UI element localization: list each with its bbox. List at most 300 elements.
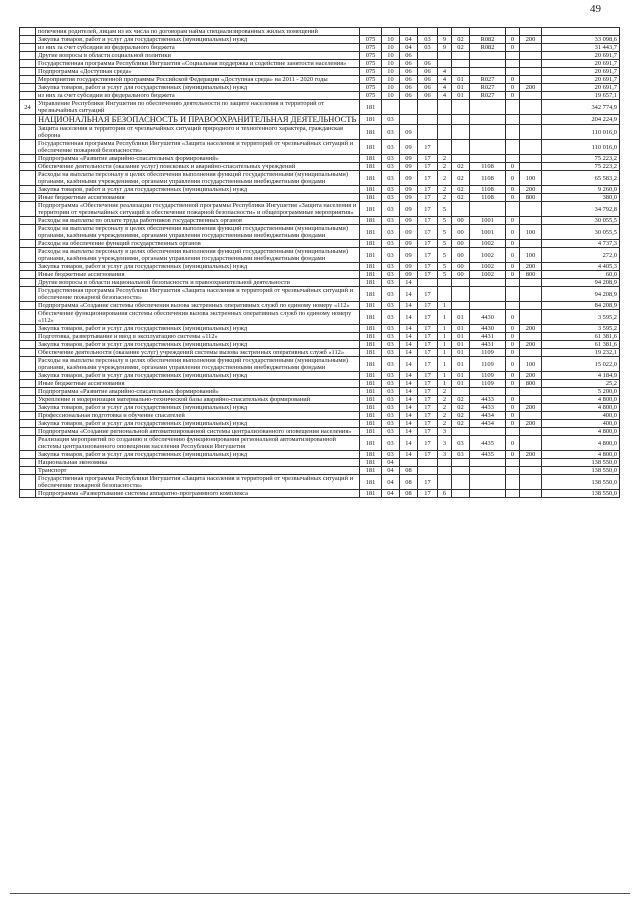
row-amount: 15 022,0 [542,357,620,372]
code-section: 10 [382,68,400,76]
table-row [20,163,620,171]
code-section: 03 [382,186,400,194]
row-amount: 4 800,0 [542,396,620,404]
code-program: 17 [418,225,438,240]
code-suffix: 0 [506,349,520,357]
code-section [382,28,400,36]
code-suffix: 0 [506,186,520,194]
code-expense-type [520,163,542,171]
code-gov: 181 [360,287,382,302]
row-amount: 3 595,2 [542,325,620,333]
code-subprogram: 2 [438,412,452,420]
row-amount: 110 016,0 [542,140,620,155]
code-direction: 4431 [470,341,506,349]
table-row [20,310,620,325]
code-subsection: 04 [400,36,418,44]
row-index [20,279,36,287]
code-subsection: 09 [400,125,418,140]
code-activity [452,475,470,490]
code-program: 17 [418,490,438,498]
code-expense-type: 200 [520,36,542,44]
row-index [20,333,36,341]
code-section: 03 [382,357,400,372]
row-name: попечения родителей, лицам из их числа по договорам найма специализированных жилых помещений [36,28,360,36]
row-name: Государственная программа Республики Ингушетия «Защита населения и территорий от чрезвычайных ситуаций и обеспечение пожарной безопасности» [36,287,360,302]
code-subprogram [438,140,452,155]
row-index [20,44,36,52]
code-gov: 181 [360,240,382,248]
code-suffix [506,279,520,287]
code-activity [452,279,470,287]
row-name: Иные бюджетные ассигнования [36,380,360,388]
code-program: 06 [418,68,438,76]
budget-table [19,27,620,498]
row-index [20,451,36,459]
code-expense-type [520,217,542,225]
table-row [20,171,620,186]
row-amount: 5 200,0 [542,388,620,396]
code-program [418,115,438,125]
code-suffix [506,60,520,68]
code-expense-type [520,396,542,404]
row-index [20,202,36,217]
code-suffix: 0 [506,271,520,279]
code-subprogram: 4 [438,92,452,100]
code-direction [470,100,506,115]
code-expense-type [520,490,542,498]
code-subsection: 09 [400,217,418,225]
code-direction [470,302,506,310]
row-index [20,171,36,186]
row-name: Управление Республики Ингушетия по обеспечению деятельности по защите населения и территорий от чрезвычайных ситуаций [36,100,360,115]
row-name: из них за счет субсидии из федерального бюджета [36,92,360,100]
code-subsection: 14 [400,388,418,396]
row-name: Подпрограмма «Создание системы обеспечения вызова экстренных оперативных служб по единому номеру «112» [36,302,360,310]
code-direction: 1109 [470,380,506,388]
code-gov: 181 [360,451,382,459]
code-section: 03 [382,202,400,217]
code-subsection: 14 [400,372,418,380]
code-subsection: 08 [400,490,418,498]
code-expense-type [520,459,542,467]
code-subsection: 09 [400,271,418,279]
row-index [20,302,36,310]
code-gov: 181 [360,475,382,490]
code-suffix [506,467,520,475]
code-expense-type [520,412,542,420]
code-gov: 181 [360,380,382,388]
row-name: НАЦИОНАЛЬНАЯ БЕЗОПАСНОСТЬ И ПРАВООХРАНИТЕЛЬНАЯ ДЕЯТЕЛЬНОСТЬ [36,115,360,125]
code-program [418,125,438,140]
table-row [20,202,620,217]
code-program [418,28,438,36]
code-direction: 1109 [470,349,506,357]
code-suffix: 0 [506,194,520,202]
row-index [20,76,36,84]
code-subsection: 14 [400,396,418,404]
code-suffix: 0 [506,44,520,52]
code-expense-type [520,436,542,451]
row-amount: 75 223,2 [542,163,620,171]
code-expense-type: 200 [520,404,542,412]
row-index [20,36,36,44]
page-number: 49 [590,3,601,15]
code-activity [452,490,470,498]
code-section: 03 [382,217,400,225]
row-name: Мероприятия государственной программы Российской Федерации «Доступная среда» на 2011 - 2020 годы [36,76,360,84]
table-row [20,459,620,467]
code-gov: 181 [360,155,382,163]
row-amount: 61 381,6 [542,341,620,349]
code-direction [470,475,506,490]
code-subprogram: 1 [438,310,452,325]
code-activity [452,68,470,76]
code-suffix: 0 [506,372,520,380]
code-suffix [506,68,520,76]
code-gov: 181 [360,396,382,404]
code-activity: 01 [452,380,470,388]
code-gov: 075 [360,36,382,44]
code-subprogram: 1 [438,357,452,372]
code-activity: 00 [452,240,470,248]
code-expense-type: 100 [520,171,542,186]
code-expense-type [520,240,542,248]
code-subprogram: 2 [438,404,452,412]
row-name: Иные бюджетные ассигнования [36,271,360,279]
code-gov: 181 [360,302,382,310]
row-index [20,420,36,428]
code-subsection: 09 [400,225,418,240]
table-row [20,248,620,263]
table-row [20,302,620,310]
code-program: 17 [418,140,438,155]
code-subprogram: 1 [438,302,452,310]
code-program: 17 [418,341,438,349]
table-row [20,60,620,68]
code-program: 17 [418,357,438,372]
code-activity: 03 [452,436,470,451]
code-subprogram: 5 [438,217,452,225]
row-amount: 33 098,6 [542,36,620,44]
code-subsection: 14 [400,412,418,420]
code-activity: 02 [452,36,470,44]
row-index [20,271,36,279]
row-amount: 342 774,9 [542,100,620,115]
code-subprogram [438,459,452,467]
row-name: Иные бюджетные ассигнования [36,194,360,202]
code-subsection: 08 [400,475,418,490]
row-name: Подпрограмма «Развитие аварийно-спасательных формирований» [36,388,360,396]
code-direction [470,467,506,475]
row-name: Закупка товаров, работ и услуг для государственных (муниципальных) нужд [36,36,360,44]
code-direction [470,125,506,140]
code-section: 03 [382,302,400,310]
code-subprogram [438,467,452,475]
code-gov: 181 [360,217,382,225]
code-activity: 01 [452,341,470,349]
table-row [20,68,620,76]
row-name: Реализация мероприятий по созданию и обеспечению функционирования региональной автоматизированной системы централизованного оповещения населения Республики Ингушетия [36,436,360,451]
code-direction: 4435 [470,436,506,451]
code-direction: R027 [470,92,506,100]
code-subprogram: 9 [438,44,452,52]
code-direction: 4433 [470,396,506,404]
code-activity [452,100,470,115]
row-name: Другие вопросы в области социальной политики [36,52,360,60]
code-direction: 4433 [470,404,506,412]
code-gov: 181 [360,202,382,217]
code-section: 10 [382,52,400,60]
code-expense-type: 100 [520,225,542,240]
row-name: Закупка товаров, работ и услуг для государственных (муниципальных) нужд [36,325,360,333]
row-index: 24 [20,100,36,115]
code-gov: 181 [360,372,382,380]
code-section: 03 [382,248,400,263]
row-name: из них за счет субсидии из федерального бюджета [36,44,360,52]
code-subsection: 09 [400,194,418,202]
code-subsection: 09 [400,186,418,194]
row-name: Закупка товаров, работ и услуг для государственных (муниципальных) нужд [36,451,360,459]
code-gov: 181 [360,248,382,263]
code-subsection: 14 [400,302,418,310]
row-index [20,240,36,248]
code-section: 03 [382,412,400,420]
row-name: Профессиональная подготовка и обучение спасателей [36,412,360,420]
table-row [20,349,620,357]
code-program [418,52,438,60]
code-activity [452,302,470,310]
code-subprogram [438,52,452,60]
code-gov: 181 [360,349,382,357]
code-suffix [506,302,520,310]
row-amount [542,28,620,36]
table-row [20,76,620,84]
code-direction: 1108 [470,171,506,186]
code-subprogram: 4 [438,68,452,76]
code-subsection: 08 [400,467,418,475]
code-subsection: 09 [400,263,418,271]
row-name: Расходы на выплаты по оплате труда работников государственных органов [36,217,360,225]
code-direction [470,28,506,36]
code-program: 17 [418,155,438,163]
code-expense-type: 200 [520,420,542,428]
row-name: Подпрограмма «Доступная среда» [36,68,360,76]
row-index [20,436,36,451]
code-section: 03 [382,155,400,163]
code-subsection: 09 [400,155,418,163]
row-index [20,186,36,194]
code-subprogram: 3 [438,451,452,459]
row-name: Другие вопросы в области национальной безопасности и правоохранительной деятельности [36,279,360,287]
code-expense-type [520,28,542,36]
row-amount: 400,0 [542,412,620,420]
row-name: Подготовка, развертывание и ввод в эксплуатацию системы «112» [36,333,360,341]
row-amount: 30 055,5 [542,217,620,225]
code-activity: 00 [452,263,470,271]
row-amount: 4 184,9 [542,372,620,380]
table-row [20,467,620,475]
code-expense-type [520,310,542,325]
code-subsection: 09 [400,140,418,155]
code-suffix: 0 [506,420,520,428]
table-row [20,84,620,92]
row-name: Государственная программа Республики Ингушетия «Защита населения и территорий от чрезвычайных ситуаций и обеспечение пожарной безопасности» [36,475,360,490]
code-activity: 02 [452,396,470,404]
code-activity [452,202,470,217]
row-index [20,396,36,404]
row-amount: 31 443,7 [542,44,620,52]
code-direction [470,388,506,396]
code-gov: 181 [360,459,382,467]
code-program: 17 [418,396,438,404]
row-index [20,467,36,475]
code-section: 10 [382,44,400,52]
code-activity: 01 [452,372,470,380]
code-subsection [400,100,418,115]
table-row [20,92,620,100]
table-row [20,52,620,60]
code-direction: 4435 [470,451,506,459]
row-name: Закупка товаров, работ и услуг для государственных (муниципальных) нужд [36,372,360,380]
code-program [418,467,438,475]
code-suffix: 0 [506,84,520,92]
code-activity [452,388,470,396]
code-section: 10 [382,36,400,44]
page-bottom-rule [10,893,630,894]
code-subprogram: 5 [438,240,452,248]
code-subprogram: 1 [438,333,452,341]
table-row [20,100,620,115]
code-expense-type [520,475,542,490]
code-program: 17 [418,325,438,333]
code-subsection: 14 [400,436,418,451]
code-section: 10 [382,84,400,92]
row-amount: 19 657,1 [542,92,620,100]
code-program: 17 [418,436,438,451]
code-section: 03 [382,436,400,451]
code-section: 03 [382,225,400,240]
row-index [20,217,36,225]
code-expense-type [520,125,542,140]
table-row [20,420,620,428]
code-expense-type: 200 [520,372,542,380]
code-expense-type: 800 [520,380,542,388]
code-direction [470,140,506,155]
code-activity [452,459,470,467]
code-program: 17 [418,302,438,310]
row-index [20,68,36,76]
code-subsection: 04 [400,44,418,52]
row-index [20,388,36,396]
code-activity: 02 [452,44,470,52]
code-section: 03 [382,380,400,388]
code-activity [452,52,470,60]
table-row [20,279,620,287]
table-row [20,194,620,202]
code-program: 17 [418,217,438,225]
code-program: 17 [418,451,438,459]
code-suffix [506,490,520,498]
code-program: 17 [418,310,438,325]
row-name: Обеспечение функционирования системы обеспечения вызова экстренных оперативных служб по единому номеру «112» [36,310,360,325]
code-subprogram: 3 [438,428,452,436]
code-subprogram: 4 [438,76,452,84]
code-suffix: 0 [506,163,520,171]
row-amount: 20 691,7 [542,68,620,76]
code-subsection: 06 [400,68,418,76]
code-suffix: 0 [506,412,520,420]
code-direction [470,155,506,163]
code-section: 10 [382,60,400,68]
row-name: Закупка товаров, работ и услуг для государственных (муниципальных) нужд [36,420,360,428]
code-subsection [400,115,418,125]
row-index [20,225,36,240]
code-activity: 02 [452,186,470,194]
code-activity: 00 [452,248,470,263]
row-name: Подпрограмма «Развитие аварийно-спасательных формирований» [36,155,360,163]
code-suffix: 0 [506,36,520,44]
code-activity: 01 [452,92,470,100]
code-section: 03 [382,271,400,279]
code-program: 17 [418,171,438,186]
code-subprogram: 2 [438,163,452,171]
code-section: 04 [382,475,400,490]
code-suffix: 0 [506,451,520,459]
code-activity: 00 [452,271,470,279]
row-index [20,28,36,36]
code-expense-type [520,279,542,287]
code-activity [452,287,470,302]
code-subprogram [438,125,452,140]
code-program: 06 [418,76,438,84]
code-section: 03 [382,451,400,459]
code-expense-type: 800 [520,194,542,202]
code-expense-type [520,302,542,310]
row-index [20,163,36,171]
code-gov: 181 [360,341,382,349]
code-expense-type [520,202,542,217]
code-section [382,100,400,115]
code-gov: 181 [360,100,382,115]
code-suffix [506,155,520,163]
code-direction: 4434 [470,412,506,420]
code-expense-type [520,115,542,125]
row-index [20,140,36,155]
code-expense-type [520,52,542,60]
code-expense-type [520,388,542,396]
code-program: 17 [418,263,438,271]
code-gov: 181 [360,325,382,333]
table-row [20,271,620,279]
code-gov: 181 [360,467,382,475]
code-subprogram: 4 [438,84,452,92]
code-section: 03 [382,372,400,380]
code-activity [452,140,470,155]
code-gov: 181 [360,333,382,341]
code-direction [470,459,506,467]
row-name: Расходы на выплаты персоналу в целях обеспечения выполнения функций государственными (муниципальными) органами, казёнными учреждениями, органами управления государственными внебюджетными фондами [36,171,360,186]
code-expense-type: 200 [520,451,542,459]
code-suffix [506,388,520,396]
code-expense-type: 200 [520,186,542,194]
code-expense-type: 100 [520,357,542,372]
code-direction: R027 [470,76,506,84]
table-row [20,436,620,451]
code-direction: 1002 [470,271,506,279]
row-amount: 19 232,1 [542,349,620,357]
code-direction: 4430 [470,310,506,325]
code-suffix: 0 [506,310,520,325]
